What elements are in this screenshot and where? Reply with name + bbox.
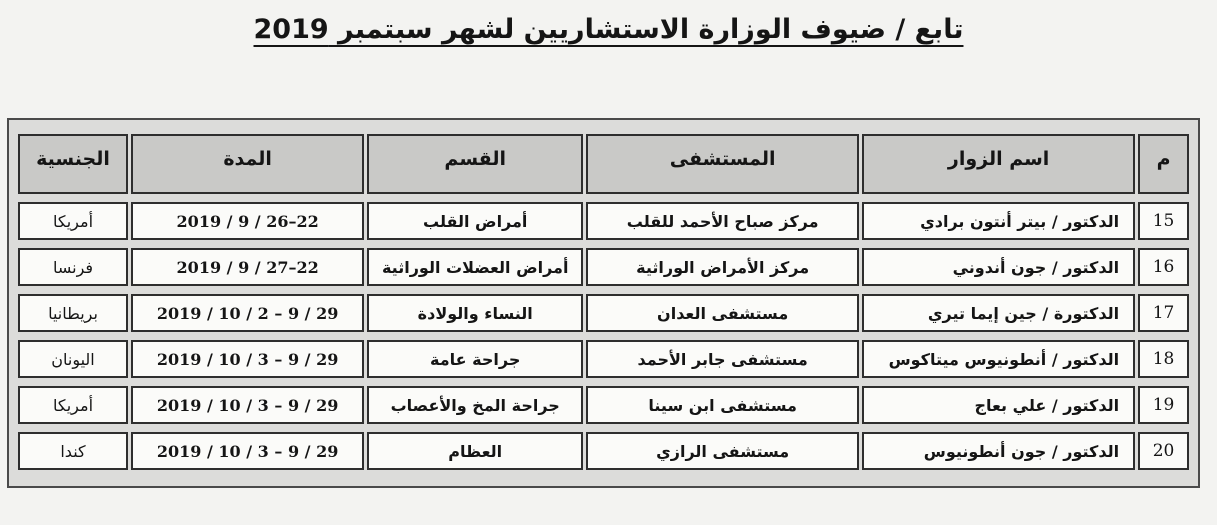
cell-num: 18 [1138, 340, 1189, 378]
cell-num: 15 [1138, 202, 1189, 240]
cell-duration: 22–27 / 9 / 2019 [131, 248, 364, 286]
cell-nationality: بريطانيا [18, 294, 128, 332]
cell-num: 17 [1138, 294, 1189, 332]
table-row [18, 294, 1189, 332]
cell-department: أمراض العضلات الوراثية [367, 248, 583, 286]
cell-name: الدكتور / بيتر أنتون برادي [862, 202, 1135, 240]
cell-nationality: فرنسا [18, 248, 128, 286]
header-department: القسم [367, 134, 583, 194]
cell-name: الدكتورة / جين إيما تيري [862, 294, 1135, 332]
cell-hospital: مركز صباح الأحمد للقلب [586, 202, 859, 240]
cell-nationality: كندا [18, 432, 128, 470]
cell-hospital: مستشفى العدان [586, 294, 859, 332]
cell-duration: 29 / 9 – 3 / 10 / 2019 [131, 386, 364, 424]
cell-name: الدكتور / علي بعاج [862, 386, 1135, 424]
header-hospital: المستشفى [586, 134, 859, 194]
cell-nationality: أمريكا [18, 386, 128, 424]
cell-name: الدكتور / جون أنطونيوس [862, 432, 1135, 470]
cell-nationality: اليونان [18, 340, 128, 378]
cell-hospital: مستشفى الرازي [586, 432, 859, 470]
page-title [0, 14, 1217, 45]
cell-duration: 29 / 9 – 2 / 10 / 2019 [131, 294, 364, 332]
header-nationality: الجنسية [18, 134, 128, 194]
header-duration: المدة [131, 134, 364, 194]
table-header-row [18, 134, 1189, 194]
table-row [18, 202, 1189, 240]
cell-duration: 22–26 / 9 / 2019 [131, 202, 364, 240]
cell-department: جراحة المخ والأعصاب [367, 386, 583, 424]
header-name: اسم الزوار [862, 134, 1135, 194]
guests-table [15, 126, 1192, 478]
table-row [18, 386, 1189, 424]
cell-num: 20 [1138, 432, 1189, 470]
cell-duration: 29 / 9 – 3 / 10 / 2019 [131, 340, 364, 378]
table-row [18, 340, 1189, 378]
cell-num: 19 [1138, 386, 1189, 424]
cell-name: الدكتور / جون أندوني [862, 248, 1135, 286]
table-row [18, 432, 1189, 470]
table-row [18, 248, 1189, 286]
header-num: م [1138, 134, 1189, 194]
guests-table-frame [7, 118, 1200, 488]
cell-department: أمراض القلب [367, 202, 583, 240]
cell-department: العظام [367, 432, 583, 470]
cell-department: جراحة عامة [367, 340, 583, 378]
cell-hospital: مستشفى ابن سينا [586, 386, 859, 424]
page-title-text: تابع / ضيوف الوزارة الاستشاريين لشهر سبتمبر 2019 [253, 14, 964, 45]
cell-hospital: مركز الأمراض الوراثية [586, 248, 859, 286]
cell-hospital: مستشفى جابر الأحمد [586, 340, 859, 378]
cell-nationality: أمريكا [18, 202, 128, 240]
cell-num: 16 [1138, 248, 1189, 286]
cell-department: النساء والولادة [367, 294, 583, 332]
cell-name: الدكتور / أنطونيوس ميتاكوس [862, 340, 1135, 378]
cell-duration: 29 / 9 – 3 / 10 / 2019 [131, 432, 364, 470]
